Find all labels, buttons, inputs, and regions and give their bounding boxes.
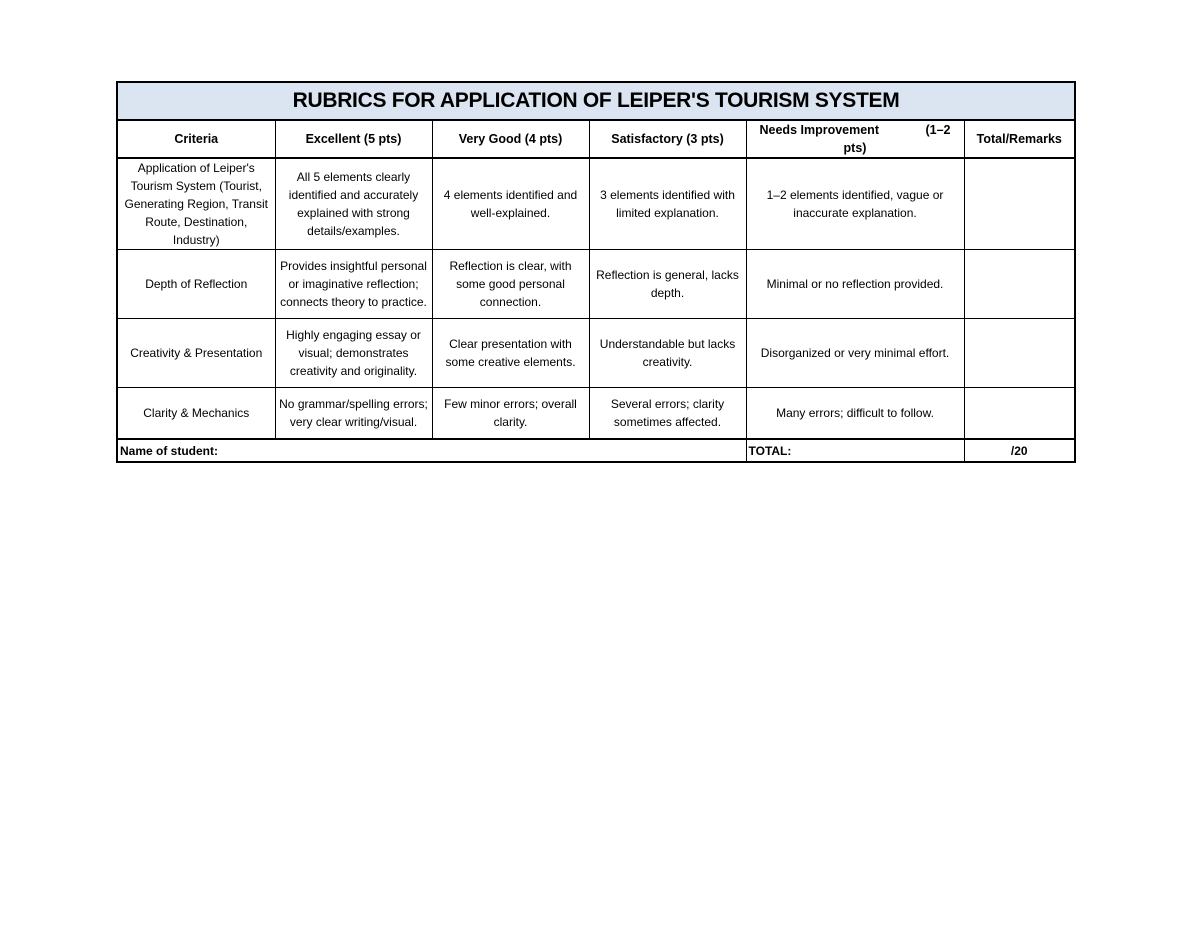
total-remarks-cell[interactable]: [964, 250, 1075, 319]
header-needs-improvement-pts: pts): [843, 141, 867, 155]
header-very-good: Very Good (4 pts): [432, 120, 589, 158]
rubric-title: RUBRICS FOR APPLICATION OF LEIPER'S TOURISM SYSTEM: [117, 82, 1075, 120]
criteria-cell: Clarity & Mechanics: [117, 388, 275, 440]
excellent-cell: Provides insightful personal or imaginative reflection; connects theory to practice.: [275, 250, 432, 319]
total-remarks-cell[interactable]: [964, 319, 1075, 388]
satisfactory-cell: Several errors; clarity sometimes affected.: [589, 388, 746, 440]
header-excellent: Excellent (5 pts): [275, 120, 432, 158]
very-good-cell: 4 elements identified and well-explained.: [432, 158, 589, 250]
total-remarks-cell[interactable]: [964, 158, 1075, 250]
footer-row: [117, 439, 1075, 462]
criteria-cell: Depth of Reflection: [117, 250, 275, 319]
very-good-cell: Few minor errors; overall clarity.: [432, 388, 589, 440]
needs-improvement-cell: Minimal or no reflection provided.: [746, 250, 964, 319]
header-row: [117, 120, 1075, 158]
excellent-cell: No grammar/spelling errors; very clear writing/visual.: [275, 388, 432, 440]
needs-improvement-cell: 1–2 elements identified, vague or inaccurate explanation.: [746, 158, 964, 250]
table-row: [117, 158, 1075, 250]
very-good-cell: Reflection is clear, with some good personal connection.: [432, 250, 589, 319]
excellent-cell: All 5 elements clearly identified and accurately explained with strong details/examples.: [275, 158, 432, 250]
header-needs-improvement-label: Needs Improvement: [759, 123, 879, 137]
total-remarks-cell[interactable]: [964, 388, 1075, 440]
header-needs-improvement-range: (1–2: [925, 123, 951, 137]
header-satisfactory: Satisfactory (3 pts): [589, 120, 746, 158]
excellent-cell: Highly engaging essay or visual; demonstrates creativity and originality.: [275, 319, 432, 388]
criteria-cell: Application of Leiper's Tourism System (Tourist, Generating Region, Transit Route, Destination, Industry): [117, 158, 275, 250]
criteria-cell: Creativity & Presentation: [117, 319, 275, 388]
satisfactory-cell: 3 elements identified with limited explanation.: [589, 158, 746, 250]
table-row: [117, 250, 1075, 319]
table-row: [117, 388, 1075, 440]
total-score[interactable]: /20: [964, 439, 1075, 462]
needs-improvement-cell: Many errors; difficult to follow.: [746, 388, 964, 440]
very-good-cell: Clear presentation with some creative elements.: [432, 319, 589, 388]
table-row: [117, 319, 1075, 388]
needs-improvement-cell: Disorganized or very minimal effort.: [746, 319, 964, 388]
student-name-field[interactable]: Name of student:: [117, 439, 746, 462]
total-label: TOTAL:: [746, 439, 964, 462]
satisfactory-cell: Understandable but lacks creativity.: [589, 319, 746, 388]
header-total-remarks: Total/Remarks: [964, 120, 1075, 158]
header-needs-improvement: [746, 120, 964, 158]
satisfactory-cell: Reflection is general, lacks depth.: [589, 250, 746, 319]
rubric-table: [116, 81, 1076, 463]
header-criteria: Criteria: [117, 120, 275, 158]
